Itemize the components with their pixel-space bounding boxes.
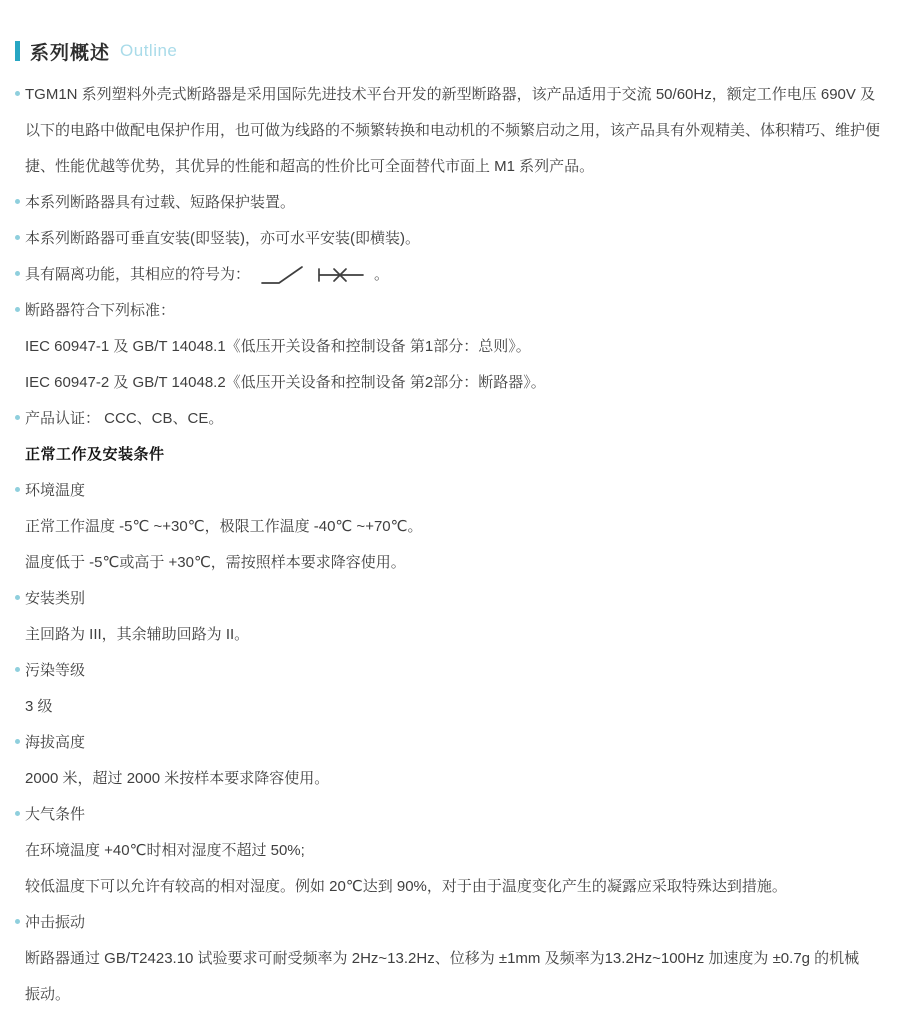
line-text: 断路器符合下列标准： [25,301,176,319]
line-text: 2000 米，超过 2000 米按样本要求降容使用。 [25,769,330,787]
content-line [15,111,882,147]
line-text: 海拔高度 [25,733,86,751]
line-text: 大气条件 [25,805,86,823]
content-line [15,795,882,831]
line-text: 正常工作及安装条件 [25,445,165,463]
line-text: 以下的电路中做配电保护作用，也可做为线路的不频繁转换和电动机的不频繁启动之用，该产品具有外观精美、体积精巧、维护便 [25,121,881,139]
line-text: 环境温度 [25,481,86,499]
subsection-heading [15,435,882,471]
bullet-dot-icon [15,811,25,816]
line-text: 具有隔离功能，其相应的符号为： [25,265,251,283]
line-text: 断路器通过 GB/T2423.10 试验要求可耐受频率为 2Hz~13.2Hz、位移为 ±1mm 及频率为13.2Hz~100Hz 加速度为 ±0.7g 的机械 [25,949,860,967]
content-line [15,219,882,255]
content-line [15,75,882,111]
content-line [15,903,882,939]
content-line [15,651,882,687]
line-text: 在环境温度 +40℃时相对湿度不超过 50%; [25,841,305,859]
content-lines [15,75,882,1011]
section-title-cn: 系列概述 [30,42,111,64]
section-title-en: Outline [120,41,178,60]
line-text: IEC 60947-2 及 GB/T 14048.2《低压开关设备和控制设备 第2部分：断路器》。 [25,373,546,391]
accent-bar [15,41,20,61]
content-line [15,579,882,615]
bullet-dot-icon [15,919,25,924]
line-text: 冲击振动 [25,913,86,931]
content-line [15,363,882,399]
content-line [15,543,882,579]
line-text: 正常工作温度 -5℃ ~+30℃，极限工作温度 -40℃ ~+70℃。 [25,517,423,535]
line-text: 振动。 [25,985,71,1003]
bullet-dot-icon [15,595,25,600]
bullet-dot-icon [15,487,25,492]
line-text: 较低温度下可以允许有较高的相对湿度。例如 20℃达到 90%，对于由于温度变化产生的凝露应采取特殊达到措施。 [25,877,787,895]
bullet-dot-icon [15,235,25,240]
line-text: 安装类别 [25,589,86,607]
content-line [15,507,882,543]
content-line [15,327,882,363]
content-line [15,939,882,975]
content-line [15,471,882,507]
line-text: 温度低于 -5℃或高于 +30℃，需按照样本要求降容使用。 [25,553,406,571]
content-line [15,615,882,651]
content-line [15,687,882,723]
bullet-dot-icon [15,307,25,312]
content-line [15,723,882,759]
content-line [15,255,882,291]
content-line [15,759,882,795]
isolator-symbol-icon [315,264,367,286]
line-text: 本系列断路器具有过载、短路保护装置。 [25,193,296,211]
content-line [15,147,882,183]
disconnect-switch-symbol-icon [260,264,306,286]
line-text: 3 级 [25,697,53,715]
line-suffix: 。 [374,265,390,283]
content-line [15,867,882,903]
content-line [15,291,882,327]
bullet-dot-icon [15,667,25,672]
bullet-dot-icon [15,739,25,744]
line-text: 本系列断路器可垂直安装(即竖装)，亦可水平安装(即横装)。 [25,229,420,247]
line-text: 产品认证： CCC、CB、CE。 [25,409,224,427]
section-heading [15,38,882,64]
bullet-dot-icon [15,91,25,96]
content-line [15,183,882,219]
bullet-dot-icon [15,199,25,204]
content-line [15,399,882,435]
line-text: TGM1N 系列塑料外壳式断路器是采用国际先进技术平台开发的新型断路器，该产品适用于交流 50/60Hz，额定工作电压 690V 及 [25,85,876,103]
bullet-dot-icon [15,271,25,276]
line-text: 主回路为 III，其余辅助回路为 II。 [25,625,250,643]
content-line [15,975,882,1011]
line-text: 污染等级 [25,661,86,679]
line-text: 捷、性能优越等优势，其优异的性能和超高的性价比可全面替代市面上 M1 系列产品。 [25,157,595,175]
content-line [15,831,882,867]
line-text: IEC 60947-1 及 GB/T 14048.1《低压开关设备和控制设备 第1部分：总则》。 [25,337,531,355]
bullet-dot-icon [15,415,25,420]
